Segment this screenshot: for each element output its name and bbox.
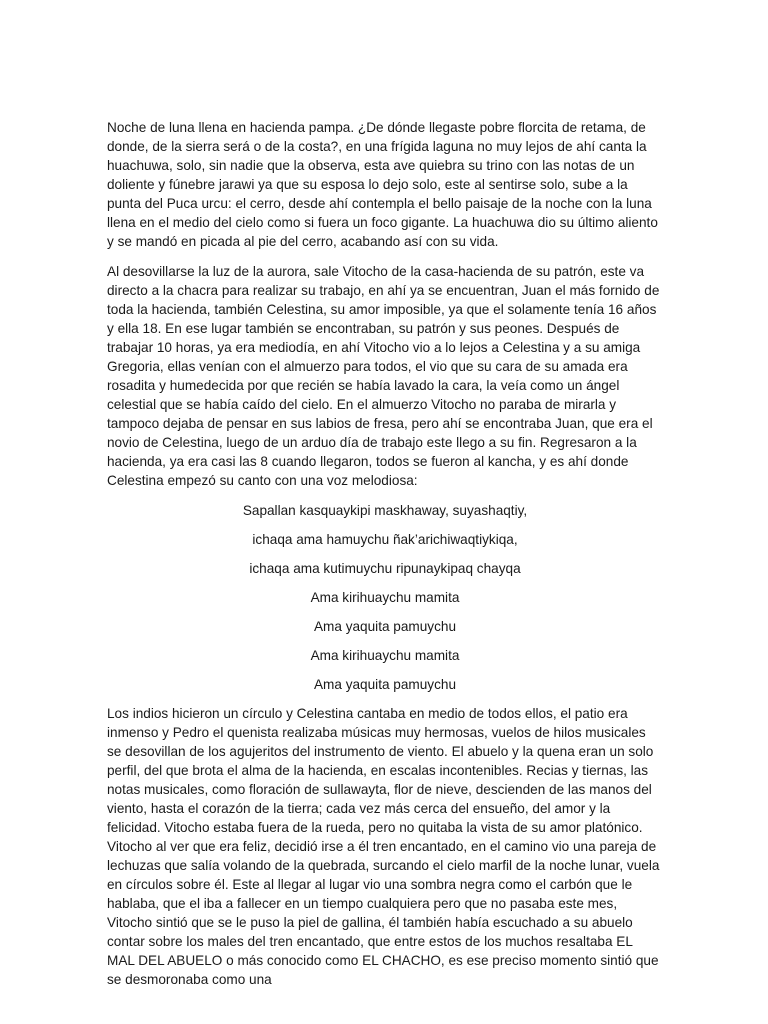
verse-line: ichaqa ama kutimuychu ripunaykipaq chayqa	[249, 561, 521, 576]
verse-line: Sapallan kasquaykipi maskhaway, suyashaqtiy,	[242, 503, 528, 518]
song-verse	[107, 501, 663, 694]
verse-line: ichaqa ama hamuychu ñak’arichiwaqtiykiqa,	[252, 532, 518, 547]
document-page	[107, 118, 663, 1000]
verse-line: Ama yaquita pamuychu	[313, 619, 457, 634]
paragraph: Al desovillarse la luz de la aurora, sale Vitocho de la casa-hacienda de su patrón, este va directo a la chacra para realizar su trabajo, en ahí ya se encuentran, Juan el más fornido de toda la hacienda, también Celestina, su amor imposible, ya que el solamente tenía 16 años y ella 18. En ese lugar también se encontraban, su patrón y sus peones. Después de trabajar 10 horas, ya era mediodía, en ahí Vitocho vio a lo lejos a Celestina y a su amiga Gregoria, ellas venían con el almuerzo para todos, el vio que su cara de su amada era rosadita y humedecida por que recién se había lavado la cara, la veía como un ángel celestial que se había caído del cielo. En el almuerzo Vitocho no paraba de mirarla y tampoco dejaba de pensar en sus labios de fresa, pero ahí se encontraba Juan, que era el novio de Celestina, luego de un arduo día de trabajo este llego a su fin. Regresaron a la hacienda, ya era casi las 8 cuando llegaron, todos se fueron al kancha, y es ahí donde Celestina empezó su canto con una voz melodiosa:	[107, 264, 660, 488]
verse-line: Ama kirihuaychu mamita	[310, 590, 460, 605]
verse-line: Ama yaquita pamuychu	[313, 677, 457, 692]
verse-line: Ama kirihuaychu mamita	[310, 648, 460, 663]
paragraph: Los indios hicieron un círculo y Celestina cantaba en medio de todos ellos, el patio era inmenso y Pedro el quenista realizaba músicas muy hermosas, vuelos de hilos musicales se desovillan de los agujeritos del instrumento de viento. El abuelo y la quena eran un solo perfil, del que brota el alma de la hacienda, en escalas incontenibles. Recias y tiernas, las notas musicales, como floración de sullawayta, flor de nieve, descienden de las manos del viento, hasta el corazón de la tierra; cada vez más cerca del ensueño, del amor y la felicidad. Vitocho estaba fuera de la rueda, pero no quitaba la vista de su amor platónico. Vitocho al ver que era feliz, decidió irse a él tren encantado, en el camino vio una pareja de lechuzas que salía volando de la quebrada, surcando el cielo marfil de la noche lunar, vuela en círculos sobre él. Este al llegar al lugar vio una sombra negra como el carbón que le hablaba, que el iba a fallecer en un tiempo cualquiera pero que no pasaba este mes, Vitocho sintió que se le puso la piel de gallina, él también había escuchado a su abuelo contar sobre los males del tren encantado, que entre estos de los muchos resaltaba EL MAL DEL ABUELO o más conocido como EL CHACHO, es ese preciso momento sintió que se desmoronaba como una	[107, 706, 660, 987]
paragraph: Noche de luna llena en hacienda pampa. ¿De dónde llegaste pobre florcita de retama, de donde, de la sierra será o de la costa?, en una frígida laguna no muy lejos de ahí canta la huachuwa, solo, sin nadie que la observa, esta ave quiebra su trino con las notas de un doliente y fúnebre jarawi ya que su esposa lo dejo solo, este al sentirse solo, sube a la punta del Puca urcu: el cerro, desde ahí contempla el bello paisaje de la noche con la luna llena en el medio del cielo como si fuera un foco gigante. La huachuwa dio su último aliento y se mandó en picada al pie del cerro, acabando así con su vida.	[107, 120, 658, 249]
